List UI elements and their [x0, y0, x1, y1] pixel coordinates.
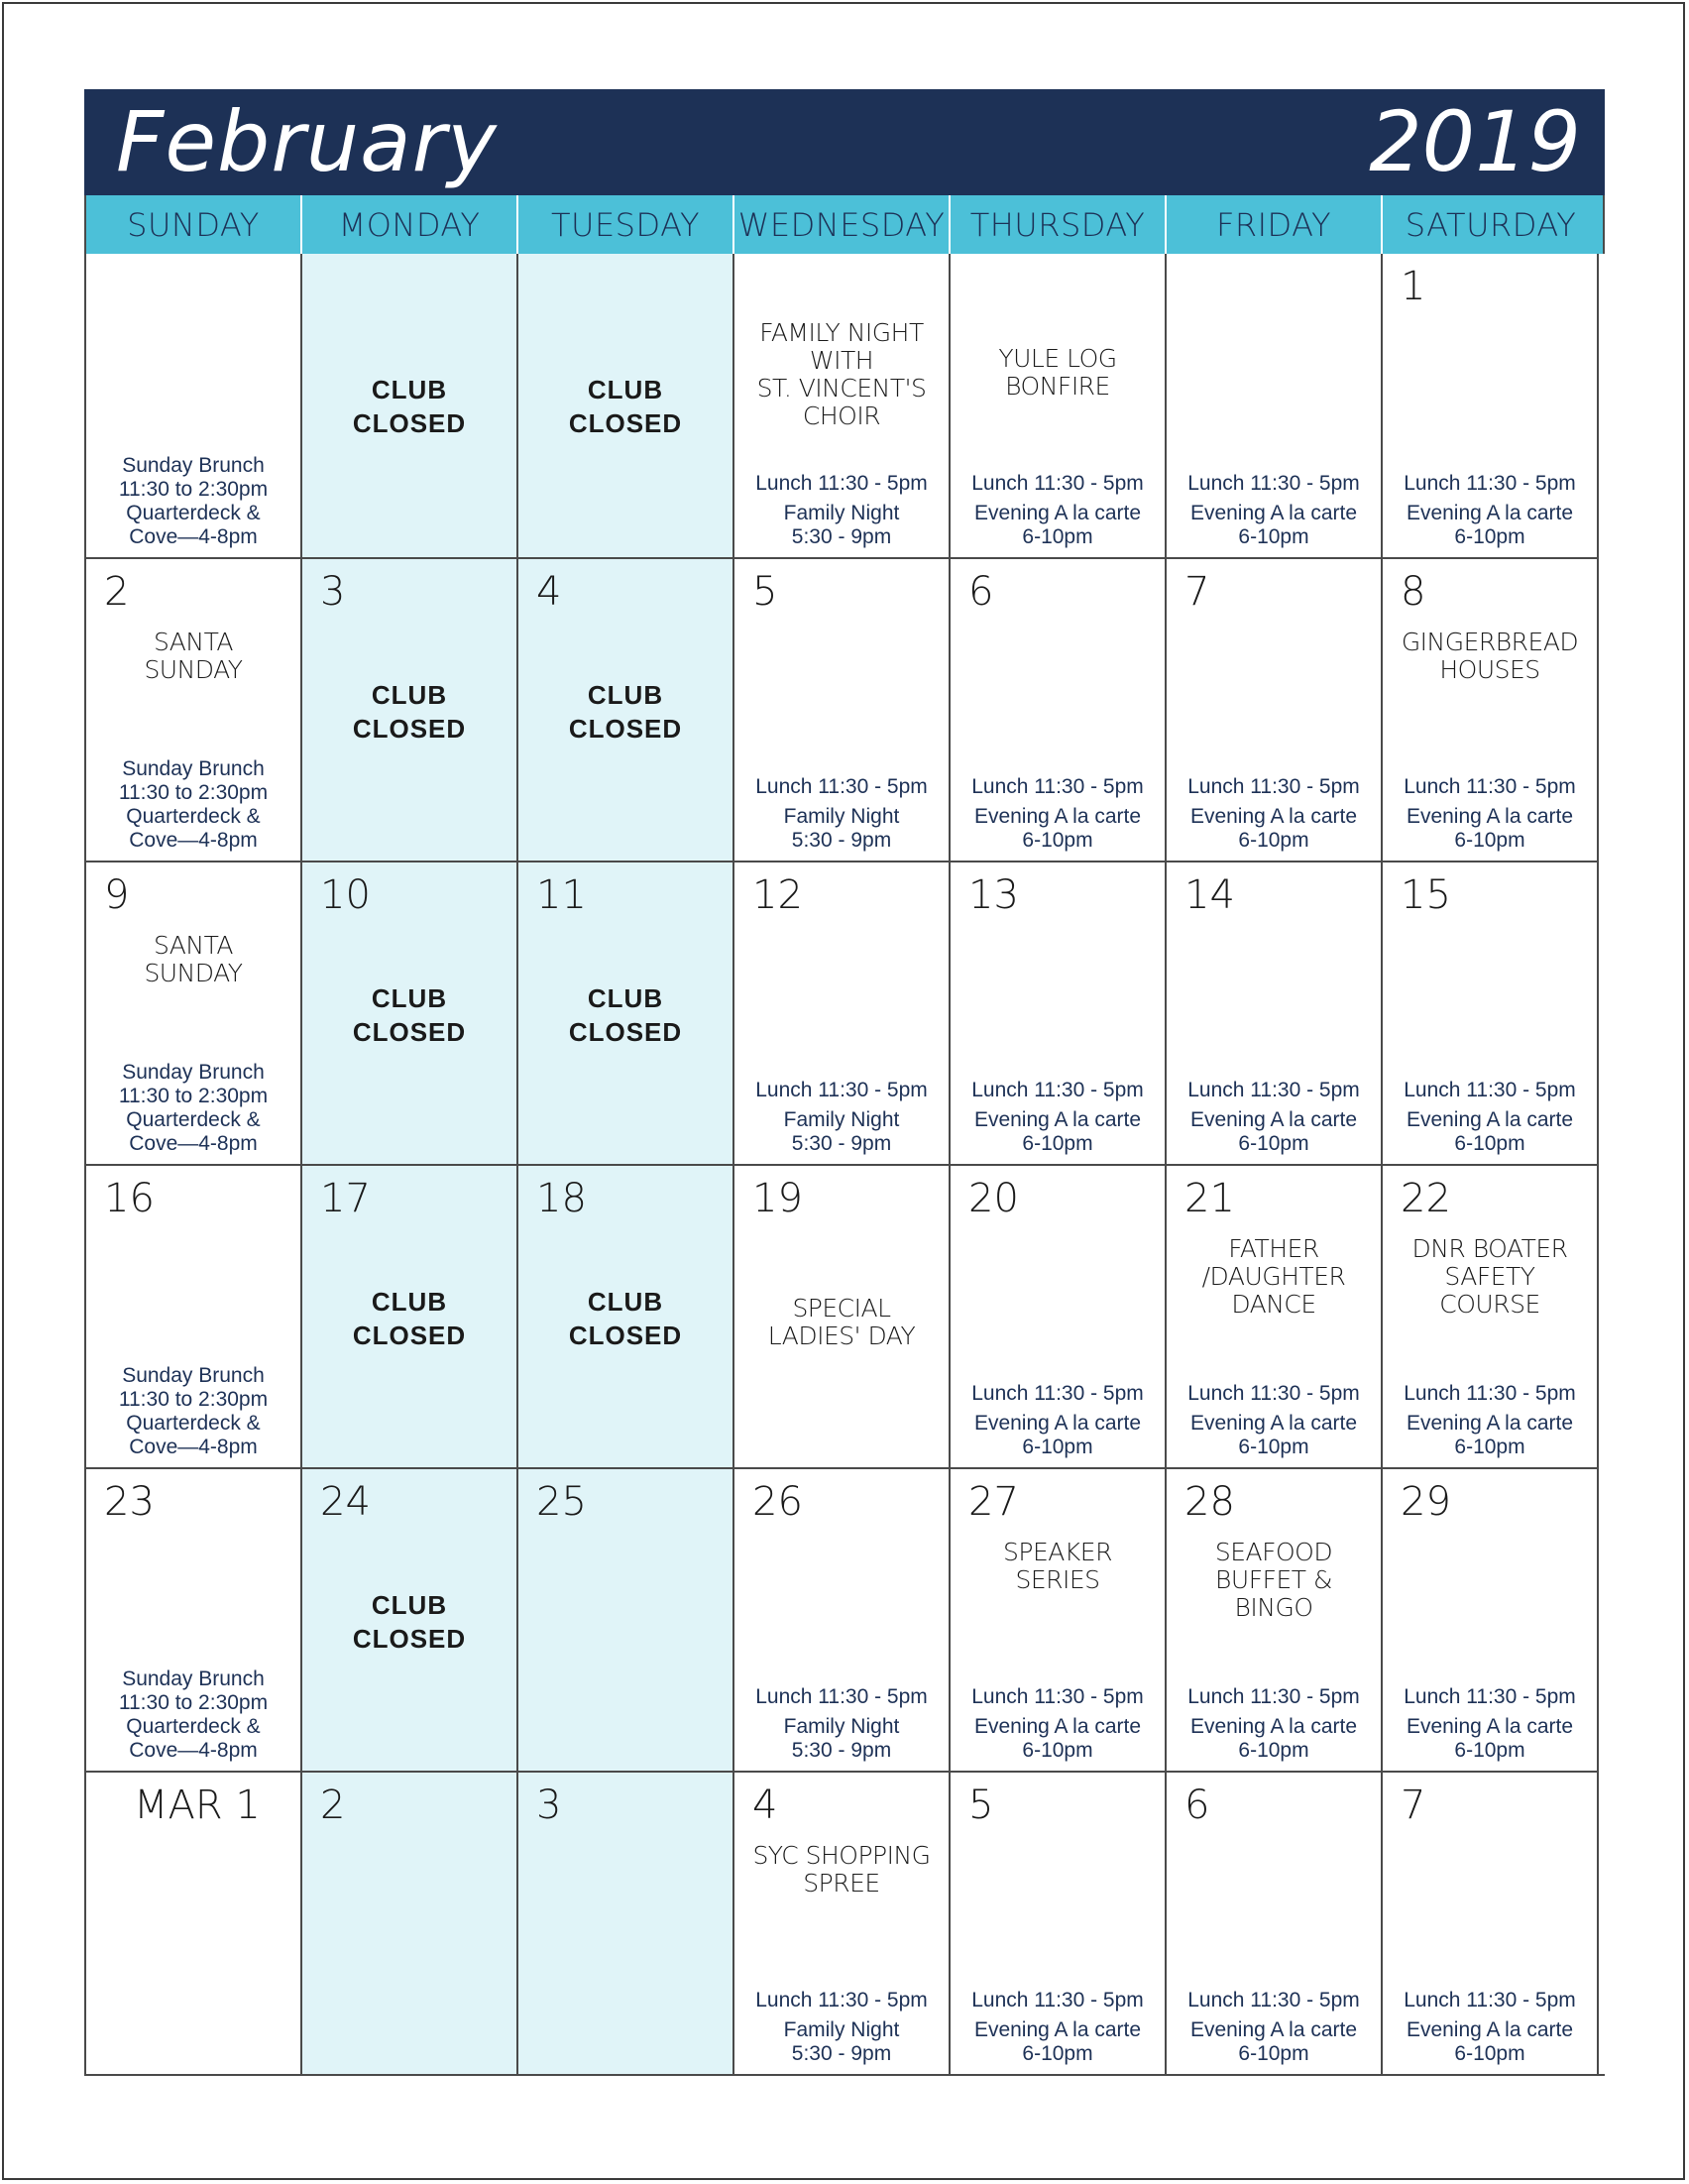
detail-line: Lunch 11:30 - 5pm [971, 1685, 1144, 1708]
detail-line: Lunch 11:30 - 5pm [1187, 1989, 1360, 2012]
club-closed-label: CLUB CLOSED [352, 1590, 467, 1654]
detail-line: Evening A la carte [973, 1108, 1142, 1131]
day-details [1169, 1989, 1379, 2066]
day-details [88, 757, 298, 853]
detail-line: Evening A la carte [1189, 502, 1358, 524]
day-cell [734, 861, 951, 1164]
date-number: 23 [104, 1479, 155, 1525]
weekday-saturday: SATURDAY [1405, 205, 1577, 244]
detail-line: Cove—4-8pm [129, 1739, 258, 1762]
day-cell [86, 254, 302, 557]
day-details [88, 454, 298, 549]
event-title: SPEAKER SERIES [1003, 1538, 1112, 1594]
date-number: 11 [536, 872, 587, 918]
detail-line: 6-10pm [1238, 829, 1309, 852]
date-number: 8 [1401, 569, 1426, 615]
event-title: YULE LOG BONFIRE [998, 344, 1117, 401]
club-closed-label: CLUB CLOSED [568, 375, 683, 438]
day-details [1385, 472, 1595, 549]
day-details [736, 775, 947, 853]
day-details [953, 472, 1163, 549]
event-title: SYC SHOPPING SPREE [752, 1841, 931, 1897]
day-cell [1167, 1467, 1383, 1771]
detail-line: Lunch 11:30 - 5pm [1187, 472, 1360, 495]
detail-line: Sunday Brunch [122, 1061, 265, 1084]
date-number: 14 [1184, 872, 1235, 918]
detail-line: Lunch 11:30 - 5pm [1187, 1079, 1360, 1101]
weekday-sunday: SUNDAY [86, 195, 302, 254]
day-details [953, 1382, 1163, 1459]
day-details [88, 1364, 298, 1459]
day-cell [1383, 1771, 1599, 2074]
detail-line: Evening A la carte [973, 2018, 1142, 2041]
detail-line: Lunch 11:30 - 5pm [971, 775, 1144, 798]
day-cell [951, 1467, 1167, 1771]
day-cell [518, 1164, 734, 1467]
event-title: FAMILY NIGHT WITH ST. VINCENT'S CHOIR [756, 318, 927, 430]
detail-line: Evening A la carte [973, 805, 1142, 828]
detail-line: Cove—4-8pm [129, 1436, 258, 1458]
detail-line: 5:30 - 9pm [791, 525, 892, 548]
day-details [88, 1061, 298, 1156]
club-closed-label: CLUB CLOSED [352, 680, 467, 744]
date-number: 9 [104, 872, 130, 918]
date-number: 17 [320, 1176, 371, 1221]
detail-line: 6-10pm [1454, 1132, 1525, 1155]
date-number: 5 [752, 569, 778, 615]
day-cell [302, 557, 518, 861]
event-title: GINGERBREAD HOUSES [1401, 628, 1579, 684]
weekday-monday: MONDAY [302, 195, 518, 254]
day-details [1169, 1079, 1379, 1156]
detail-line: 6-10pm [1022, 1739, 1093, 1762]
day-details [736, 1079, 947, 1156]
weekday-tuesday: TUESDAY [518, 195, 734, 254]
day-cell [86, 1467, 302, 1771]
detail-line: 6-10pm [1454, 525, 1525, 548]
detail-line: Evening A la carte [973, 1412, 1142, 1435]
detail-line: 6-10pm [1238, 1132, 1309, 1155]
day-details [1385, 1989, 1595, 2066]
day-details [1169, 775, 1379, 853]
detail-line: 11:30 to 2:30pm [118, 1388, 269, 1411]
day-cell [518, 1467, 734, 1771]
detail-line: Evening A la carte [1406, 1412, 1574, 1435]
detail-line: Sunday Brunch [122, 757, 265, 780]
day-details [1385, 775, 1595, 853]
detail-line: 11:30 to 2:30pm [118, 781, 269, 804]
detail-line: Cove—4-8pm [129, 1132, 258, 1155]
detail-line: Family Night [783, 805, 900, 828]
detail-line: 6-10pm [1238, 1436, 1309, 1458]
weekday-wednesday: WEDNESDAY [734, 195, 951, 254]
club-closed-label: CLUB CLOSED [568, 983, 683, 1047]
day-cell [302, 254, 518, 557]
detail-line: 5:30 - 9pm [791, 1739, 892, 1762]
detail-line: Sunday Brunch [122, 1667, 265, 1690]
year-title: 2019 [1369, 93, 1581, 190]
detail-line: Quarterdeck & [126, 1412, 261, 1435]
detail-line: Sunday Brunch [122, 1364, 265, 1387]
detail-line: Lunch 11:30 - 5pm [1404, 472, 1576, 495]
date-number: 2 [104, 569, 130, 615]
date-number: 12 [752, 872, 803, 918]
detail-line: Family Night [783, 1715, 900, 1738]
detail-line: 6-10pm [1454, 829, 1525, 852]
detail-line: Evening A la carte [1406, 502, 1574, 524]
day-cell [1383, 1467, 1599, 1771]
detail-line: Lunch 11:30 - 5pm [971, 472, 1144, 495]
day-cell [302, 861, 518, 1164]
weekday-header-row [84, 195, 1605, 254]
month-title: February [116, 93, 498, 190]
date-number: 13 [968, 872, 1019, 918]
event-title: DNR BOATER SAFETY COURSE [1411, 1234, 1568, 1319]
detail-line: Lunch 11:30 - 5pm [1187, 775, 1360, 798]
detail-line: 6-10pm [1238, 1739, 1309, 1762]
detail-line: 11:30 to 2:30pm [118, 1691, 269, 1714]
detail-line: Lunch 11:30 - 5pm [1187, 1685, 1360, 1708]
detail-line: Evening A la carte [1189, 1715, 1358, 1738]
date-number: 15 [1401, 872, 1451, 918]
detail-line: 5:30 - 9pm [791, 1132, 892, 1155]
detail-line: Evening A la carte [1189, 2018, 1358, 2041]
detail-line: 6-10pm [1022, 525, 1093, 548]
detail-line: Lunch 11:30 - 5pm [1404, 1079, 1576, 1101]
detail-line: Evening A la carte [1406, 805, 1574, 828]
detail-line: Quarterdeck & [126, 1715, 261, 1738]
title-bar [84, 89, 1605, 195]
day-details [1169, 1382, 1379, 1459]
day-details [736, 1989, 947, 2066]
detail-line: Lunch 11:30 - 5pm [755, 1079, 928, 1101]
day-cell [302, 1771, 518, 2074]
detail-line: 6-10pm [1238, 525, 1309, 548]
detail-line: Lunch 11:30 - 5pm [755, 472, 928, 495]
detail-line: Family Night [783, 502, 900, 524]
date-number: 6 [1184, 1782, 1210, 1828]
day-cell [951, 861, 1167, 1164]
day-cell [951, 1771, 1167, 2074]
detail-line: Lunch 11:30 - 5pm [971, 1079, 1144, 1101]
calendar [84, 89, 1605, 2076]
day-details [1169, 472, 1379, 549]
detail-line: 6-10pm [1454, 1436, 1525, 1458]
day-cell [302, 1467, 518, 1771]
day-details [953, 1685, 1163, 1763]
event-title: SPECIAL LADIES' DAY [767, 1294, 916, 1350]
date-number: 16 [104, 1176, 155, 1221]
detail-line: Family Night [783, 1108, 900, 1131]
date-number: 21 [1184, 1176, 1235, 1221]
detail-line: Lunch 11:30 - 5pm [971, 1989, 1144, 2012]
date-number: 22 [1401, 1176, 1451, 1221]
date-number: 29 [1401, 1479, 1451, 1525]
detail-line: Evening A la carte [1406, 1715, 1574, 1738]
event-title: SEAFOOD BUFFET & BINGO [1214, 1538, 1333, 1622]
club-closed-label: CLUB CLOSED [352, 375, 467, 438]
date-number: 7 [1401, 1782, 1426, 1828]
day-details [1169, 1685, 1379, 1763]
day-details [736, 472, 947, 549]
day-details [736, 1685, 947, 1763]
day-cell [86, 1771, 302, 2074]
day-cell [86, 557, 302, 861]
detail-line: Evening A la carte [1189, 1108, 1358, 1131]
detail-line: Evening A la carte [1406, 1108, 1574, 1131]
detail-line: 6-10pm [1238, 2042, 1309, 2065]
day-cell [734, 1164, 951, 1467]
detail-line: 6-10pm [1454, 1739, 1525, 1762]
day-cell [734, 254, 951, 557]
day-details [1385, 1685, 1595, 1763]
detail-line: 5:30 - 9pm [791, 829, 892, 852]
day-cell [734, 1467, 951, 1771]
day-cell [1383, 557, 1599, 861]
detail-line: Lunch 11:30 - 5pm [755, 1685, 928, 1708]
date-number: 5 [968, 1782, 994, 1828]
date-number: 4 [752, 1782, 778, 1828]
event-title: SANTA SUNDAY [144, 931, 243, 987]
day-cell [734, 1771, 951, 2074]
day-cell [302, 1164, 518, 1467]
club-closed-label: CLUB CLOSED [352, 983, 467, 1047]
day-cell [1167, 861, 1383, 1164]
date-number: 1 [1401, 264, 1426, 309]
detail-line: Evening A la carte [973, 502, 1142, 524]
date-number: 28 [1184, 1479, 1235, 1525]
day-cell [1167, 1771, 1383, 2074]
day-cell [518, 557, 734, 861]
detail-line: Family Night [783, 2018, 900, 2041]
date-number: 25 [536, 1479, 587, 1525]
detail-line: Quarterdeck & [126, 1108, 261, 1131]
detail-line: Evening A la carte [1189, 1412, 1358, 1435]
detail-line: 6-10pm [1022, 1132, 1093, 1155]
club-closed-label: CLUB CLOSED [568, 1287, 683, 1350]
day-cell [1383, 254, 1599, 557]
day-details [1385, 1079, 1595, 1156]
day-details [953, 775, 1163, 853]
date-number: 10 [320, 872, 371, 918]
day-cell [518, 254, 734, 557]
detail-line: Lunch 11:30 - 5pm [755, 1989, 928, 2012]
event-title: SANTA SUNDAY [144, 628, 243, 684]
day-cell [518, 861, 734, 1164]
date-number: 3 [320, 569, 346, 615]
day-cell [1383, 1164, 1599, 1467]
date-number: MAR 1 [134, 1782, 261, 1828]
detail-line: Lunch 11:30 - 5pm [755, 775, 928, 798]
day-cell [1167, 557, 1383, 861]
day-cell [951, 1164, 1167, 1467]
day-details [1385, 1382, 1595, 1459]
detail-line: Lunch 11:30 - 5pm [971, 1382, 1144, 1405]
detail-line: Cove—4-8pm [129, 829, 258, 852]
detail-line: Evening A la carte [1406, 2018, 1574, 2041]
day-cell [86, 861, 302, 1164]
detail-line: Sunday Brunch [122, 454, 265, 477]
date-number: 27 [968, 1479, 1019, 1525]
detail-line: Quarterdeck & [126, 502, 261, 524]
date-number: 6 [968, 569, 994, 615]
day-cell [1167, 254, 1383, 557]
detail-line: Evening A la carte [1189, 805, 1358, 828]
detail-line: Evening A la carte [973, 1715, 1142, 1738]
date-number: 24 [320, 1479, 371, 1525]
date-number: 19 [752, 1176, 803, 1221]
day-cell [734, 557, 951, 861]
detail-line: 6-10pm [1022, 829, 1093, 852]
detail-line: 6-10pm [1454, 2042, 1525, 2065]
date-number: 4 [536, 569, 562, 615]
day-cell [1167, 1164, 1383, 1467]
weekday-friday: FRIDAY [1167, 195, 1383, 254]
day-cell [951, 254, 1167, 557]
day-cell [951, 557, 1167, 861]
detail-line: Lunch 11:30 - 5pm [1404, 1685, 1576, 1708]
day-cell [518, 1771, 734, 2074]
day-cell [1383, 861, 1599, 1164]
detail-line: Cove—4-8pm [129, 525, 258, 548]
date-number: 7 [1184, 569, 1210, 615]
detail-line: 6-10pm [1022, 2042, 1093, 2065]
day-details [953, 1079, 1163, 1156]
date-number: 2 [320, 1782, 346, 1828]
event-title: FATHER /DAUGHTER DANCE [1201, 1234, 1346, 1319]
detail-line: Lunch 11:30 - 5pm [1187, 1382, 1360, 1405]
calendar-grid [84, 254, 1605, 2076]
weekday-thursday: THURSDAY [951, 195, 1167, 254]
club-closed-label: CLUB CLOSED [568, 680, 683, 744]
detail-line: Lunch 11:30 - 5pm [1404, 1989, 1576, 2012]
day-cell [86, 1164, 302, 1467]
date-number: 26 [752, 1479, 803, 1525]
day-details [953, 1989, 1163, 2066]
date-number: 3 [536, 1782, 562, 1828]
detail-line: Lunch 11:30 - 5pm [1404, 775, 1576, 798]
detail-line: 5:30 - 9pm [791, 2042, 892, 2065]
detail-line: 11:30 to 2:30pm [118, 478, 269, 501]
detail-line: 11:30 to 2:30pm [118, 1085, 269, 1107]
club-closed-label: CLUB CLOSED [352, 1287, 467, 1350]
detail-line: Quarterdeck & [126, 805, 261, 828]
date-number: 18 [536, 1176, 587, 1221]
detail-line: 6-10pm [1022, 1436, 1093, 1458]
detail-line: Lunch 11:30 - 5pm [1404, 1382, 1576, 1405]
date-number: 20 [968, 1176, 1019, 1221]
day-details [88, 1667, 298, 1763]
